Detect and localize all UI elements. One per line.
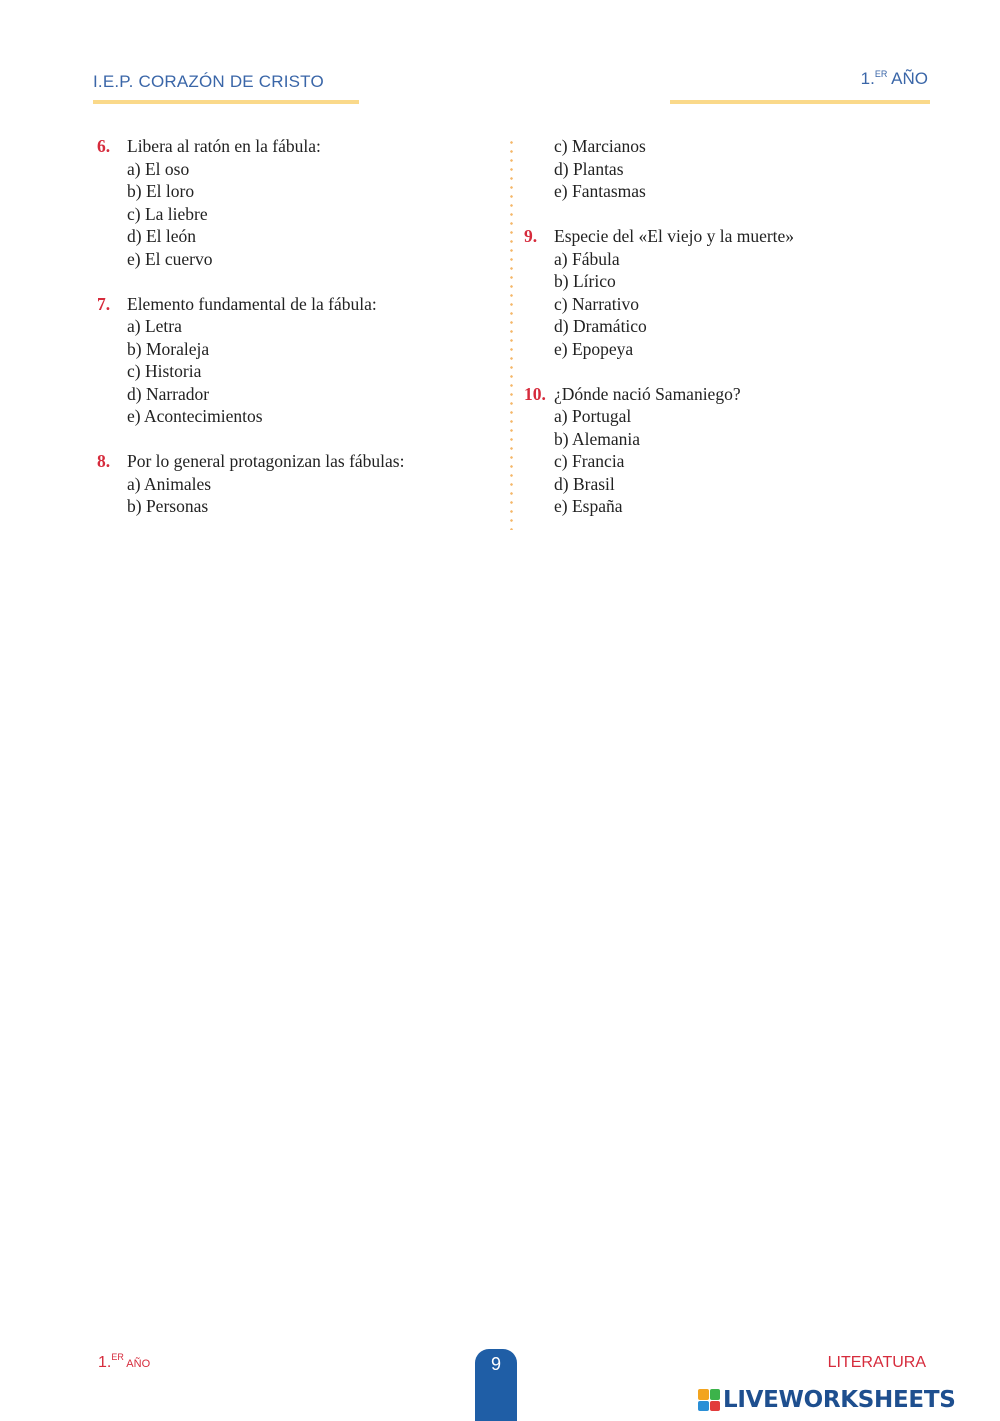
question-number: 8. bbox=[97, 451, 111, 471]
footer-grade: 1.$^{ER}$ AÑO bbox=[98, 1352, 151, 1371]
option-d[interactable]: d) Brasil bbox=[554, 473, 615, 494]
option-e[interactable]: e) Epopeya bbox=[554, 338, 634, 359]
question-8-continued bbox=[524, 135, 924, 203]
grade-label: 1.$^{ER}$ AÑO bbox=[860, 69, 928, 88]
option-b[interactable]: b) Moraleja bbox=[127, 338, 210, 359]
page-number: 9 bbox=[475, 1349, 517, 1421]
footer-subject: LITERATURA bbox=[827, 1354, 926, 1371]
question-text: Por lo general protagonizan las fábulas: bbox=[127, 451, 405, 471]
left-column bbox=[97, 135, 497, 540]
option-a[interactable]: a) Fábula bbox=[554, 248, 620, 269]
option-c[interactable]: c) Marcianos bbox=[554, 136, 646, 156]
option-a[interactable]: a) Animales bbox=[127, 473, 212, 494]
option-b[interactable]: b) Alemania bbox=[554, 428, 641, 449]
option-e[interactable]: e) España bbox=[554, 496, 623, 516]
option-e[interactable]: e) Acontecimientos bbox=[127, 406, 263, 426]
question-number: 6. bbox=[97, 136, 111, 156]
option-e[interactable]: e) Fantasmas bbox=[554, 181, 646, 201]
question-number: 7. bbox=[97, 293, 111, 314]
option-a[interactable]: a) Portugal bbox=[554, 406, 632, 426]
question-7 bbox=[97, 293, 497, 428]
question-text: ¿Dónde nació Samaniego? bbox=[554, 383, 741, 404]
header-right-rule bbox=[670, 100, 930, 104]
option-b[interactable]: b) Personas bbox=[127, 496, 209, 516]
option-a[interactable]: a) Letra bbox=[127, 316, 182, 336]
liveworksheets-logo-icon bbox=[698, 1389, 720, 1411]
header-left-rule bbox=[93, 100, 359, 104]
option-b[interactable]: b) El loro bbox=[127, 181, 195, 201]
option-d[interactable]: d) Narrador bbox=[127, 383, 210, 404]
option-a[interactable]: a) El oso bbox=[127, 158, 190, 179]
question-8 bbox=[97, 450, 497, 518]
question-text: Elemento fundamental de la fábula: bbox=[127, 293, 377, 314]
brand-text: LIVEWORKSHEETS bbox=[723, 1387, 956, 1413]
question-9 bbox=[524, 225, 924, 360]
option-c[interactable]: c) Historia bbox=[127, 361, 202, 381]
question-number: 10. bbox=[524, 383, 546, 404]
column-divider bbox=[510, 138, 513, 530]
right-column bbox=[524, 135, 924, 540]
liveworksheets-brand[interactable] bbox=[698, 1386, 955, 1414]
option-d[interactable]: d) Dramático bbox=[554, 316, 647, 336]
option-c[interactable]: c) Francia bbox=[554, 451, 625, 471]
question-10 bbox=[524, 383, 924, 518]
option-c[interactable]: c) Narrativo bbox=[554, 293, 640, 314]
option-d[interactable]: d) Plantas bbox=[554, 158, 624, 179]
question-number: 9. bbox=[524, 226, 538, 246]
option-e[interactable]: e) El cuervo bbox=[127, 248, 213, 269]
question-6 bbox=[97, 135, 497, 270]
question-text: Especie del «El viejo y la muerte» bbox=[554, 226, 795, 246]
option-c[interactable]: c) La liebre bbox=[127, 203, 208, 224]
question-text: Libera al ratón en la fábula: bbox=[127, 136, 321, 156]
option-b[interactable]: b) Lírico bbox=[554, 271, 616, 291]
school-name: I.E.P. CORAZÓN DE CRISTO bbox=[93, 72, 324, 91]
option-d[interactable]: d) El león bbox=[127, 226, 197, 246]
